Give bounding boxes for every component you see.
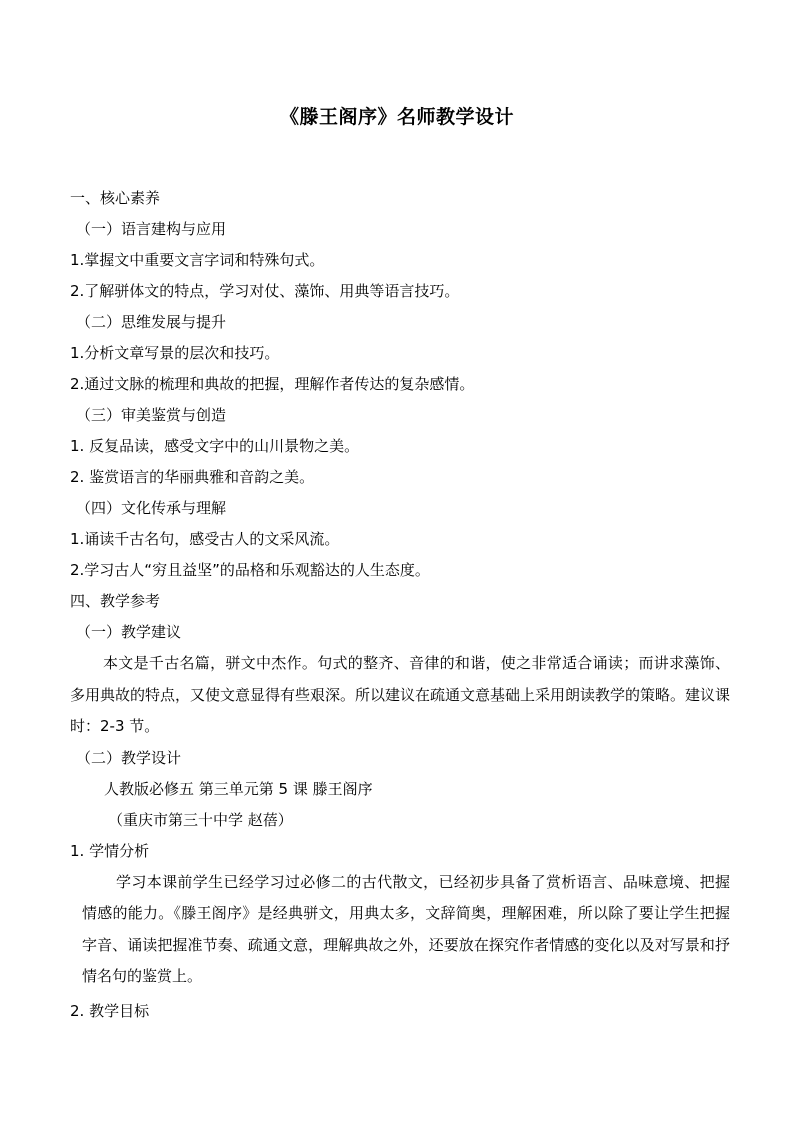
part-heading-teaching-goals: 2. 教学目标 (70, 1001, 150, 1020)
learning-analysis-paragraph: 学习本课前学生已经学习过必修二的古代散文，已经初步具备了赏析语言、品味意境、把握情感的能力。《滕王阁序》是经典骈文，用典太多，文辞简奥，理解困难，所以除了要让学生把握字音、诵读把握准节奏、疏通文意，理解典故之外，还要放在探究作者情感的变化以及对写景和抒情名句的鉴赏上。 (82, 872, 730, 985)
list-item: 2. 鉴赏语言的华丽典雅和音韵之美。 (70, 468, 315, 486)
section-heading-teaching-reference: 四、教学参考 (70, 592, 161, 610)
part-heading-learning-analysis: 1. 学情分析 (70, 841, 150, 860)
author-info: （重庆市第三十中学 赵蓓） (108, 810, 293, 829)
course-info: 人教版必修五 第三单元第 5 课 滕王阁序 (104, 779, 373, 798)
subsection-heading-language: （一）语言建构与应用 (76, 220, 227, 238)
subsection-heading-teaching-advice: （一）教学建议 (76, 623, 182, 641)
subsection-heading-culture: （四）文化传承与理解 (76, 499, 227, 517)
teaching-advice-paragraph: 本文是千古名篇，骈文中杰作。句式的整齐、音律的和谐，使之非常适合诵读；而讲求藻饰、多用典故的特点，又使文意显得有些艰深。所以建议在疏通文意基础上采用朗读教学的策略。建议课时：2-3 节。 (70, 654, 731, 735)
section-heading-core-literacy: 一、核心素养 (70, 189, 161, 207)
list-item: 2.学习古人“穷且益坚”的品格和乐观豁达的人生态度。 (70, 561, 430, 579)
list-item: 1.分析文章写景的层次和技巧。 (70, 344, 280, 362)
learning-analysis-block (70, 867, 730, 993)
subsection-heading-teaching-design: （二）教学设计 (76, 748, 182, 767)
document-title: 《滕王阁序》名师教学设计 (279, 106, 514, 128)
list-item: 2.了解骈体文的特点，学习对仗、藻饰、用典等语言技巧。 (70, 282, 460, 300)
subsection-heading-aesthetics: （三）审美鉴赏与创造 (76, 406, 227, 424)
subsection-heading-thinking: （二）思维发展与提升 (76, 313, 227, 331)
list-item: 2.通过文脉的梳理和典故的把握，理解作者传达的复杂感情。 (70, 375, 475, 393)
document-body (70, 183, 730, 1027)
list-item: 1.诵读千古名句，感受古人的文采风流。 (70, 530, 340, 548)
list-item: 1.掌握文中重要文言字词和特殊句式。 (70, 251, 325, 269)
list-item: 1. 反复品读，感受文字中的山川景物之美。 (70, 437, 360, 455)
